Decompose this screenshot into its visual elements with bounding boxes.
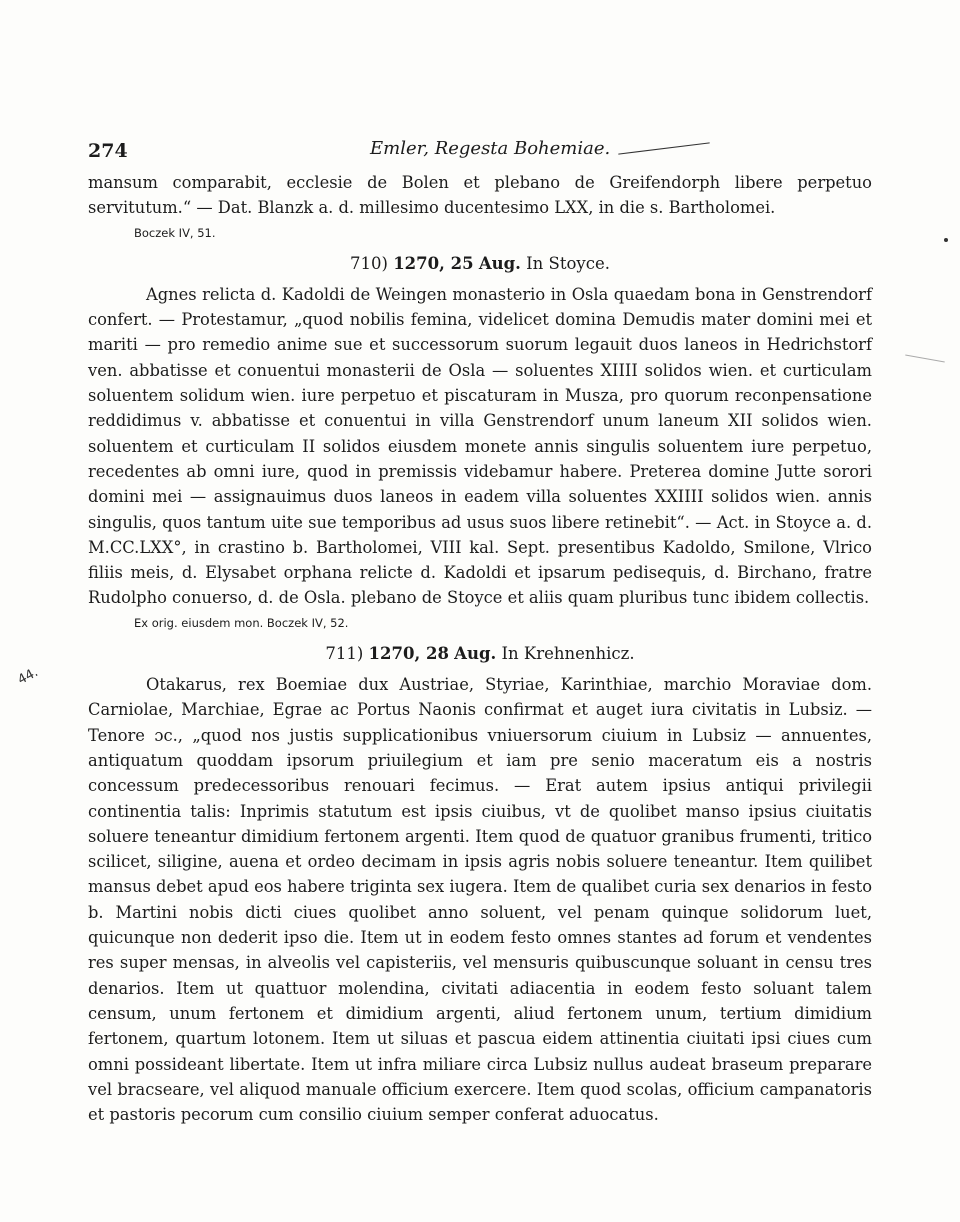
regest-text-711: Otakarus, rex Boemiae dux Austriae, Styriae, Karinthiae, marchio Moraviae dom. Carniolae, Marchiae, Egrae ac Portus Naonis confirmat et auget iura civitatis in Lubsiz. — Tenore ɔc., „quod nos justis supplicationibus vniuersorum ciuium in Lubsiz — annuentes, antiquatum quoddam ipsorum priuilegium et iam pre senio maceratum eis a nostris concessum predecessoribus renouari fecimus. — Erat autem ipsius antiqui privilegii continentia talis: Inprimis statutum est ipsis ciuibus, vt de quolibet manso ipsius ciuitatis soluere teneantur dimidium fertonem argenti. Item quod de quatuor granibus frumenti, tritico scilicet, siligine, auena et ordeo decimam in ipsis agris nobis soluere teneantur. Item quilibet mansus debet apud eos habere triginta sex iugera. Item de qualibet curia sex denarios in festo b. Martini nobis dicti ciues quolibet anno soluent, vel penam quinque solidorum luet, quicunque non dederit ipso die. Item ut in eodem festo omnes stantes ad forum et vendentes res super mensas, in alveolis vel capisteriis, vel mensuris quibuscunque soluant in censu tres denarios. Item ut quattuor molendina, civitati adiacentia in eodem festo soluant talem censum, unum fertonem et dimidium argenti, aliud fertonem unum, tertium dimidium fertonem, quartum lotonem. Item ut siluas et pascua eidem attinentia ciuitati ipsi ciues cum omni possideant libertate. Item ut infra miliare circa Lubsiz nullus audeat braseum preparare vel bracseare, vel aliquod manuale officium exercere. Item quod scolas, officium campanatoris et pastoris pecorum cum consilio ciuium semper conferat aduocatus. [88, 675, 872, 1125]
regest-text-710: Agnes relicta d. Kadoldi de Weingen monasterio in Osla quaedam bona in Genstrendorf confert. — Protestamur, „quod nobilis femina, videlicet domina Demudis mater domini mei et mariti — pro remedio anime sue et successorum suorum legauit duos laneos in Hedrichstorf ven. abbatisse et conuentui monasterii de Osla — soluentes XIIII solidos wien. et curticulam soluentem solidum wien. iure perpetuo et piscaturam in Musza, pro quorum reconpensatione reddidimus v. abbatisse et conuentui in villa Genstrendorf unum laneum XII solidos wien. soluentem et curticulam II solidos eiusdem monete annis singulis soluentem iure perpetuo, recedentes ab omni iure, quod in premissis videbamur habere. Preterea domine Jutte sorori domini mei — assignauimus duos laneos in eadem villa soluentes XXIIII solidos wien. annis singulis, quos tantum uite sue temporibus ad usus suos libere retinebit“. — Act. in Stoyce a. d. M.CC.LXX°, in crastino b. Bartholomei, VIII kal. Sept. presentibus Kadoldo, Smilone, Vlrico filiis meis, d. Elysabet orphana relicte d. Kadoldi et ipsarum pedisequis, d. Birchano, fratre Rudolpho conuerso, d. de Osla. plebano de Stoyce et aliis quam pluribus tunc ibidem collectis. [88, 284, 872, 608]
regest-number: 710) [350, 253, 388, 273]
regest-date: 1270, 25 [393, 253, 474, 273]
regest-date: 1270, 28 [368, 643, 449, 663]
margin-pencil-mark [905, 355, 945, 363]
header-flourish [618, 142, 709, 154]
body-text [88, 170, 872, 1127]
regest-heading-711 [88, 641, 872, 666]
page-number: 274 [88, 140, 128, 162]
regest-place: In Krehnenhicz. [501, 643, 635, 663]
source-reference: Boczek IV, 51. [134, 225, 216, 240]
regest-month: Aug. [478, 253, 521, 273]
ink-spot [944, 238, 948, 242]
running-title: Emler, Regesta Bohemiae. [370, 138, 611, 159]
regest-heading-710 [88, 251, 872, 276]
regest-month: Aug. [454, 643, 497, 663]
page-header [88, 136, 870, 166]
continued-paragraph: mansum comparabit, ecclesie de Bolen et plebano de Greifendorph libere perpetuo servitutum.“ — Dat. Blanzk a. d. millesimo ducentesimo LXX, in die s. Bartholomei. [88, 173, 872, 218]
regest-number: 711) [325, 643, 364, 663]
regest-place: In Stoyce. [526, 253, 610, 273]
source-reference: Ex orig. eiusdem mon. Boczek IV, 52. [134, 615, 349, 630]
handwritten-margin-note: 44. [15, 664, 41, 688]
